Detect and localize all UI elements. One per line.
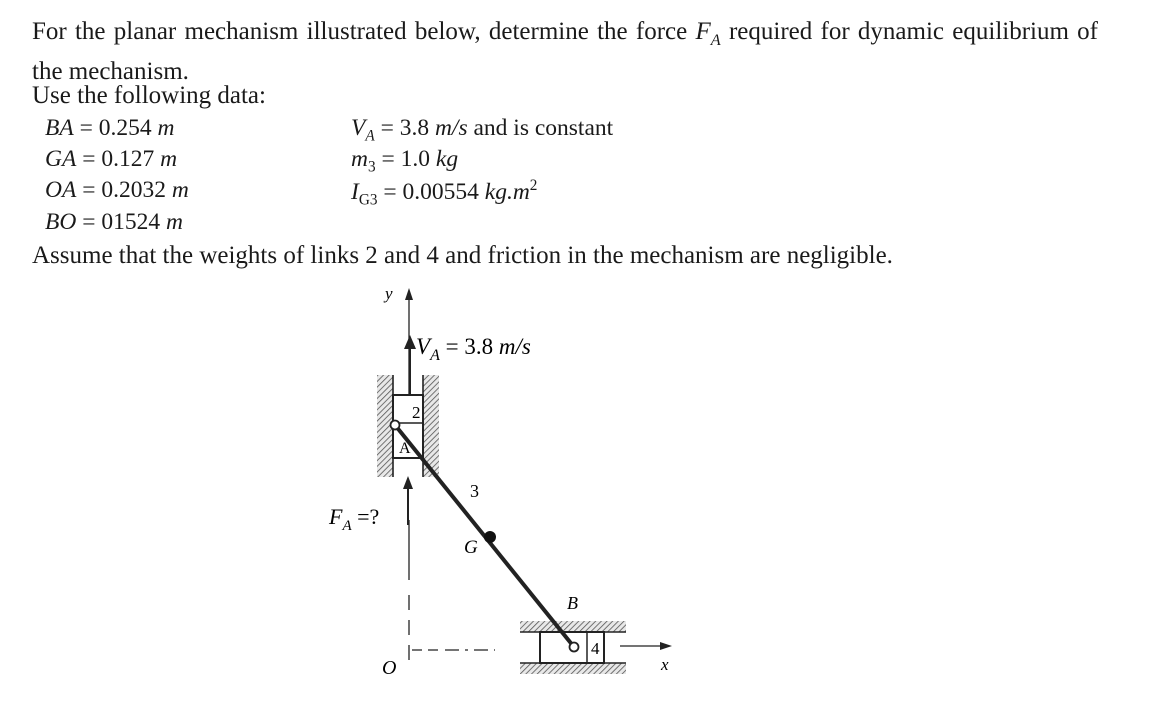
center-of-mass-g	[484, 531, 496, 543]
pin-b	[570, 643, 579, 652]
mechanism-figure	[300, 270, 700, 700]
pin-a	[391, 421, 400, 430]
x-axis-label: x	[661, 655, 669, 674]
y-axis-label: y	[385, 284, 393, 303]
origin-label: O	[382, 657, 397, 679]
point-b-label: B	[567, 593, 578, 613]
force-label: $F_A$ =?	[329, 504, 380, 534]
data-ga: GA = 0.127 m	[45, 146, 178, 172]
force-arrow-icon	[403, 476, 413, 489]
data-oa: OA = 0.2032 m	[45, 177, 189, 203]
data-va: $V_A = 3.8$ m/s and is constant	[351, 115, 614, 145]
velocity-label: $V_A = 3.8$ m/s	[416, 334, 531, 364]
data-ig3: $I_{G3} = 0.00554$ $kg.m^2$	[351, 177, 538, 209]
point-g-label: G	[464, 537, 478, 558]
link-2-label: 2	[412, 403, 421, 422]
bottom-guide-wall	[520, 663, 626, 674]
y-axis-arrow-icon	[405, 288, 413, 300]
problem-statement: For the planar mechanism illustrated below, determine the force $F_A$ required for dynamic equilibrium of the mechanism.	[32, 18, 1099, 85]
top-guide-wall	[520, 621, 626, 632]
data-m3: $m_3 = 1.0$ kg	[351, 146, 459, 176]
x-axis-arrow-icon	[660, 642, 672, 650]
velocity-arrow-icon	[404, 335, 416, 349]
link-4-label: 4	[591, 639, 600, 658]
use-data-line: Use the following data:	[32, 82, 266, 109]
data-ba: BA = 0.254 m	[45, 115, 175, 141]
link-3-label: 3	[470, 481, 479, 501]
data-bo: BO = 01524 m	[45, 209, 183, 235]
assumption-line: Assume that the weights of links 2 and 4 and friction in the mechanism are negligible.	[32, 242, 893, 269]
point-a-label: A	[399, 440, 411, 457]
